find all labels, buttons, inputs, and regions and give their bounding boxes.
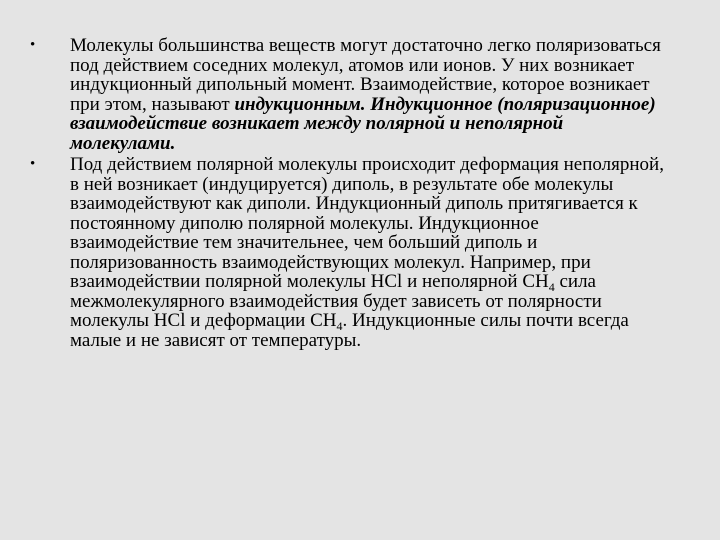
- paragraph-1-text: Молекулы большинства веществ могут достаточно легко поляризоваться под действием соседних молекул, атомов или ионов. У них возникает индукционный дипольный момент. Взаимодействие, которое возникает при этом, называют: [70, 35, 661, 115]
- bullet-icon: •: [30, 156, 36, 172]
- subscript-4: 4: [336, 319, 343, 333]
- paragraph-2-text-part2: сила межмолекулярного взаимодействия будет зависеть от полярности молекулы HCl и деформации CH: [70, 271, 602, 331]
- paragraph-2-text-part3: . Индукционные силы почти всегда малые и не зависят от температуры.: [70, 310, 629, 351]
- bullet-item-1: [30, 36, 670, 153]
- bullet-list: [30, 36, 670, 350]
- bullet-item-2: [30, 155, 670, 350]
- bullet-icon: •: [30, 37, 36, 53]
- subscript-4: 4: [548, 280, 555, 294]
- paragraph-2-text-part1: Под действием полярной молекулы происходит деформация неполярной, в ней возникает (индуцируется) диполь, в результате обе молекулы взаимодействуют как диполи. Индукционный диполь притягивается к постоянному диполю полярной молекулы. Индукционное взаимодействие тем значительнее, чем больший диполь и поляризованность взаимодействующих молекул. Например, при взаимодействии полярной молекулы HCl и неполярной CH: [70, 154, 664, 292]
- paragraph-1-emphasis: индукционным. Индукционное (поляризационное) взаимодействие возникает между полярной и неполярной молекулами.: [70, 93, 656, 154]
